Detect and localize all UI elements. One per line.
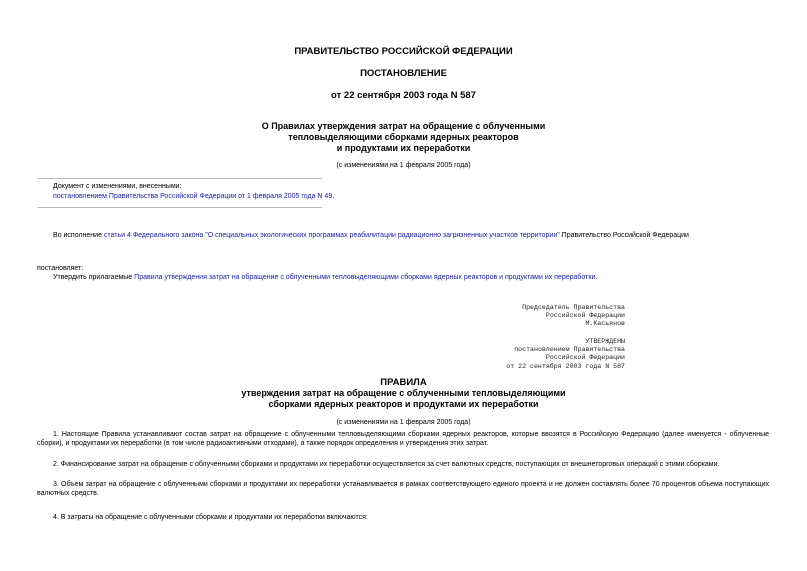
rules-paragraph-2: 2. Финансирование затрат на обращение с облученными сборками и продуктами их переработки осуществляется за счет валютных средств, поступающих от внешнеторговых операций с этими сборками. xyxy=(53,461,720,468)
revision-label: Документ с изменениями, внесенными: xyxy=(53,183,182,190)
approve-prefix: Утвердить прилагаемые xyxy=(53,274,135,281)
approve-clause xyxy=(53,273,597,282)
approval-line: Российской Федерации xyxy=(545,354,625,362)
preamble xyxy=(53,231,689,240)
approval-block xyxy=(506,338,625,371)
signature-line: Председатель Правительства xyxy=(522,304,625,311)
doc-type-heading: ПОСТАНОВЛЕНИЕ xyxy=(360,68,447,79)
government-heading: ПРАВИТЕЛЬСТВО РОССИЙСКОЙ ФЕДЕРАЦИИ xyxy=(294,46,513,57)
rules-paragraph-4: 4. В затраты на обращение с облученными сборками и продуктами их переработки включаются: xyxy=(53,514,368,521)
federal-law-link[interactable]: статьи 4 Федерального закона "О специальных экологических программах реабилитации радиационно загрязненных участков территории" xyxy=(103,232,560,239)
document-title xyxy=(0,121,807,154)
approve-suffix: . xyxy=(595,274,598,281)
amendment-note: (с изменениями на 1 февраля 2005 года) xyxy=(336,162,471,169)
rules-paragraph-1: 1. Настоящие Правила устанавливают состав затрат на обращение с облученными тепловыделяющими сборками ядерных реакторов, которые ввозятся в Российскую Федерацию (далее именуется - облученные сборки), и продуктами их переработки (в том числе радиоактивными отходами), а также порядок определения и утверждения этих затрат. xyxy=(37,431,769,447)
signature-line: М.Касьянов xyxy=(585,320,625,328)
rules-link[interactable]: Правила утверждения затрат на обращение с облученными тепловыделяющими сборками ядерных реакторов и продуктами их переработки xyxy=(134,274,596,281)
postanovlyaet-text: постановляет: xyxy=(37,265,84,272)
approval-line: УТВЕРЖДЕНЫ xyxy=(585,338,625,345)
preamble-suffix: Правительство Российской Федерации xyxy=(559,232,689,239)
preamble-prefix: Во исполнение xyxy=(53,232,104,239)
rules-subtitle-line: сборками ядерных реакторов и продуктами их переработки xyxy=(268,399,539,409)
title-line: и продуктами их переработки xyxy=(336,143,471,153)
rules-paragraph-3: 3. Объем затрат на обращение с облученными сборками и продуктами их переработки устанавливается в рамках соответствующего единого проекта и не должен составлять более 70 процентов объема поступающих валютных средств. xyxy=(37,481,769,497)
rules-amendment-note: (с изменениями на 1 февраля 2005 года) xyxy=(336,419,471,426)
revision-bottom-rule xyxy=(37,207,322,208)
signature-block xyxy=(522,304,625,329)
revision-link-suffix: . xyxy=(332,193,335,200)
rules-subtitle xyxy=(0,388,807,410)
signature-line: Российской Федерации xyxy=(545,312,625,320)
revision-top-rule xyxy=(37,178,322,179)
rules-title: ПРАВИЛА xyxy=(380,377,427,388)
approval-line: от 22 сентября 2003 года N 587 xyxy=(506,362,625,370)
approval-line: постановлением Правительства xyxy=(514,346,625,354)
revision-link[interactable]: постановлением Правительства Российской Федерации от 1 февраля 2005 года N 49 xyxy=(53,193,333,200)
revision-entry xyxy=(53,192,334,201)
rules-subtitle-line: утверждения затрат на обращение с облученными тепловыделяющими xyxy=(241,388,566,398)
title-line: тепловыделяющими сборками ядерных реакторов xyxy=(288,132,519,142)
title-line: О Правилах утверждения затрат на обращение с облученными xyxy=(261,121,546,131)
date-number-heading: от 22 сентября 2003 года N 587 xyxy=(331,90,476,101)
